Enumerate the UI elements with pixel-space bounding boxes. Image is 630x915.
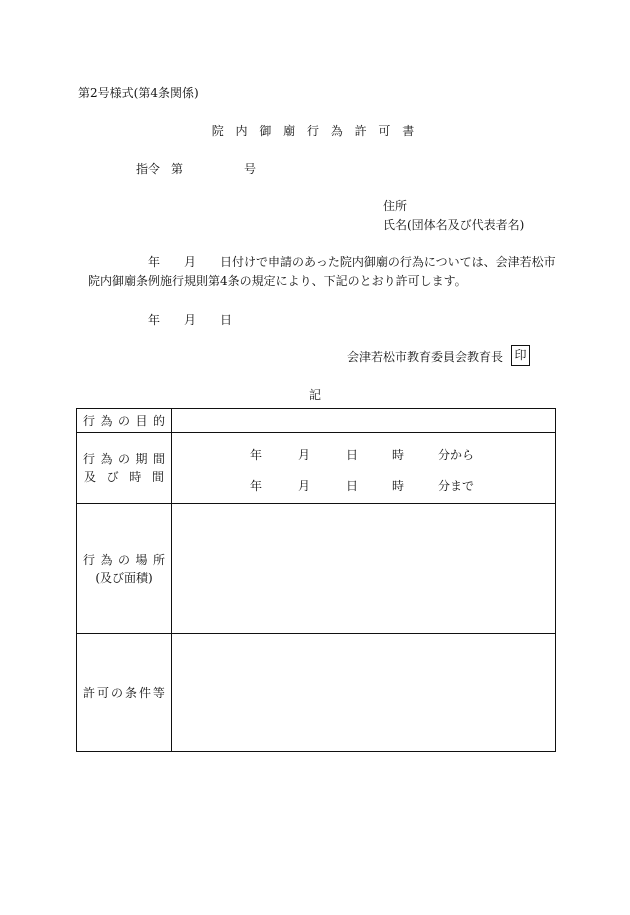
form-number: 第2号様式(第4条関係)	[78, 86, 199, 100]
body-month: 月	[184, 255, 197, 269]
to-day: 日	[346, 479, 359, 493]
place-value-cell[interactable]	[172, 504, 556, 634]
place-label-2: (及び面積)	[95, 570, 153, 585]
from-minute: 分から	[438, 448, 475, 462]
from-year: 年	[250, 448, 263, 462]
issue-month: 月	[184, 313, 197, 327]
to-minute: 分まで	[438, 479, 475, 493]
conditions-label-cell	[77, 634, 172, 752]
period-label-2: 及 び 時 間	[84, 470, 164, 484]
body-year: 年	[148, 255, 161, 269]
from-day: 日	[346, 448, 359, 462]
address-label: 住所	[383, 199, 408, 213]
issuer-name: 会津若松市教育委員会教育長	[347, 350, 504, 364]
document-title: 院 内 御 廟 行 為 許 可 書	[211, 124, 419, 138]
conditions-value-cell[interactable]	[172, 634, 556, 752]
purpose-value-cell[interactable]	[172, 409, 556, 433]
from-month: 月	[298, 448, 311, 462]
to-hour: 時	[392, 479, 405, 493]
instruction-number-prefix: 第	[171, 162, 184, 176]
place-label-cell	[77, 504, 172, 634]
place-label-1: 行 為 の 場 所	[83, 552, 165, 567]
purpose-label: 行 為 の 目 的	[83, 413, 165, 428]
conditions-row	[77, 634, 556, 752]
period-label-1: 行 為 の 期 間	[83, 452, 165, 466]
name-label: 氏名(団体名及び代表者名)	[383, 218, 525, 232]
instruction-number-suffix: 号	[244, 162, 257, 176]
period-label-cell	[77, 433, 172, 504]
from-hour: 時	[392, 448, 405, 462]
issue-year: 年	[148, 313, 161, 327]
issue-day: 日	[220, 313, 233, 327]
body-line-1: 日付けで申請のあった院内御廟の行為については、会津若松市	[220, 255, 556, 269]
period-from-row	[172, 446, 555, 460]
period-to-row	[172, 477, 555, 491]
to-year: 年	[250, 479, 263, 493]
period-value-cell[interactable]	[172, 433, 556, 504]
period-row	[77, 433, 556, 504]
place-row	[77, 504, 556, 634]
to-month: 月	[298, 479, 311, 493]
permit-detail-table	[76, 408, 556, 752]
ki-heading: 記	[308, 388, 321, 402]
body-line-2: 院内御廟条例施行規則第4条の規定により、下記のとおり許可します。	[88, 274, 467, 288]
conditions-label: 許 可 の 条 件 等	[83, 685, 165, 700]
seal-mark: 印	[511, 345, 530, 366]
instruction-label: 指令	[136, 162, 161, 176]
period-fields	[172, 433, 555, 503]
purpose-label-cell	[77, 409, 172, 433]
purpose-row	[77, 409, 556, 433]
